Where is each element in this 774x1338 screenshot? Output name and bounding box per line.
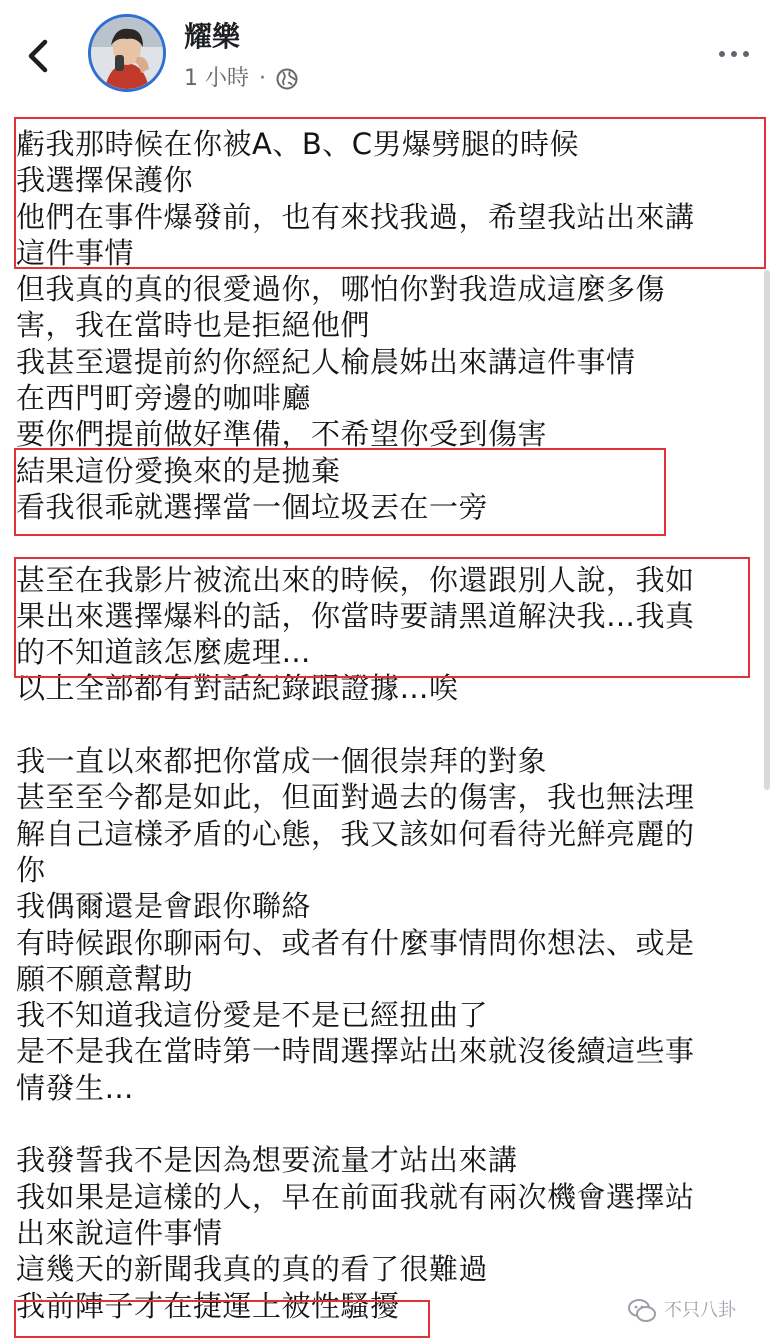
watermark-text: 不只八卦 bbox=[664, 1300, 736, 1321]
post-line: 有時候跟你聊兩句、或者有什麼事情問你想法、或是 bbox=[16, 925, 695, 960]
post-line: 我選擇保護你 bbox=[16, 163, 194, 198]
post-line: 這件事情 bbox=[16, 235, 135, 270]
avatar[interactable] bbox=[88, 14, 166, 92]
post-line: 在西門町旁邊的咖啡廳 bbox=[16, 381, 312, 416]
back-button[interactable] bbox=[18, 36, 58, 76]
more-horizontal-icon bbox=[719, 51, 725, 57]
post-line: 甚至在我影片被流出來的時候，你還跟別人說，我如 bbox=[16, 562, 695, 597]
post-line: 以上全部都有對話紀錄跟證據…唉 bbox=[16, 671, 459, 706]
chevron-left-icon bbox=[27, 39, 49, 73]
post-line: 結果這份愛換來的是拋棄 bbox=[16, 453, 341, 488]
post-line: 要你們提前做好準備，不希望你受到傷害 bbox=[16, 417, 548, 452]
globe-icon bbox=[276, 68, 298, 90]
post-line: 我一直以來都把你當成一個很崇拜的對象 bbox=[16, 744, 548, 779]
post-header bbox=[0, 0, 774, 110]
more-dot bbox=[731, 51, 737, 57]
post-line: 甚至至今都是如此，但面對過去的傷害，我也無法理 bbox=[16, 780, 695, 815]
avatar-image bbox=[91, 17, 163, 89]
blank-line bbox=[16, 1106, 761, 1142]
meta-separator: · bbox=[259, 66, 266, 91]
post-text bbox=[16, 126, 761, 1324]
post-line: 但我真的真的很愛過你，哪怕你對我造成這麼多傷 bbox=[16, 272, 666, 307]
post-line: 解自己這樣矛盾的心態，我又該如何看待光鮮亮麗的 bbox=[16, 816, 695, 851]
watermark bbox=[626, 1288, 774, 1334]
post-line: 我甚至還提前約你經紀人榆晨姊出來講這件事情 bbox=[16, 344, 636, 379]
post-line: 我不知道我這份愛是不是已經扭曲了 bbox=[16, 998, 489, 1033]
wechat-icon bbox=[626, 1295, 658, 1327]
post-line: 我如果是這樣的人，早在前面我就有兩次機會選擇站 bbox=[16, 1179, 695, 1214]
post-line: 害，我在當時也是拒絕他們 bbox=[16, 308, 371, 343]
post-line: 虧我那時候在你被A、B、C男爆劈腿的時候 bbox=[16, 127, 579, 161]
post-line: 願不願意幫助 bbox=[16, 961, 194, 996]
post-time[interactable]: 1 小時 bbox=[184, 66, 249, 91]
author-name[interactable]: 耀樂 bbox=[184, 20, 241, 53]
post-line: 他們在事件爆發前，也有來找我過，希望我站出來講 bbox=[16, 199, 695, 234]
post-line: 的不知道該怎麼處理… bbox=[16, 635, 312, 670]
post-line: 我發誓我不是因為想要流量才站出來講 bbox=[16, 1143, 518, 1178]
scrollbar[interactable] bbox=[764, 270, 770, 790]
post-line: 你 bbox=[16, 852, 46, 887]
post-line: 情發生… bbox=[16, 1070, 135, 1105]
post-meta bbox=[184, 64, 298, 94]
more-options-button[interactable] bbox=[712, 40, 756, 68]
blank-line bbox=[16, 525, 761, 561]
post-line: 是不是我在當時第一時間選擇站出來就沒後續這些事 bbox=[16, 1034, 695, 1069]
post-line: 這幾天的新聞我真的真的看了很難過 bbox=[16, 1252, 489, 1287]
post-line: 出來說這件事情 bbox=[16, 1215, 223, 1250]
more-dot bbox=[743, 51, 749, 57]
blank-line bbox=[16, 707, 761, 743]
post-line: 我前陣子才在捷運上被性騷擾 bbox=[16, 1288, 400, 1323]
post-line: 看我很乖就選擇當一個垃圾丟在一旁 bbox=[16, 489, 489, 524]
post-line: 我偶爾還是會跟你聯絡 bbox=[16, 889, 312, 924]
post-line: 果出來選擇爆料的話，你當時要請黑道解決我…我真 bbox=[16, 598, 695, 633]
